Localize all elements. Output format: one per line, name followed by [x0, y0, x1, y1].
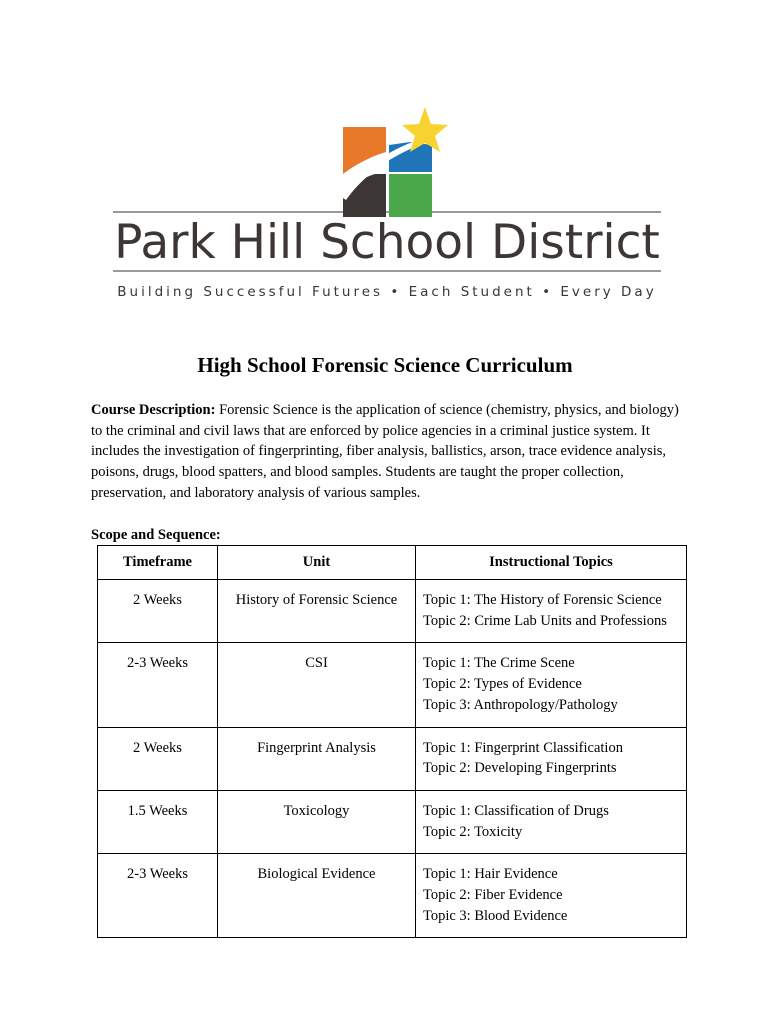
scope-table — [97, 545, 687, 938]
topics-cell — [416, 580, 687, 643]
topic-item: Topic 1: Classification of Drugs — [423, 802, 609, 819]
district-name: Park Hill School District — [114, 215, 660, 270]
timeframe-cell: 2 Weeks — [98, 580, 218, 643]
topic-item: Topic 3: Anthropology/Pathology — [423, 696, 618, 713]
table-row — [98, 854, 687, 938]
topic-item: Topic 2: Types of Evidence — [423, 676, 582, 693]
topic-item: Topic 2: Fiber Evidence — [423, 887, 563, 904]
header-timeframe: Timeframe — [98, 546, 218, 580]
topic-item: Topic 1: Hair Evidence — [423, 866, 558, 883]
topics-cell — [416, 727, 687, 790]
timeframe-cell: 1.5 Weeks — [98, 790, 218, 853]
topic-item: Topic 1: The Crime Scene — [423, 655, 575, 672]
table-row — [98, 580, 687, 643]
district-tagline: Building Successful Futures • Each Student • Every Day — [117, 284, 657, 300]
topic-item: Topic 1: Fingerprint Classification — [423, 739, 623, 756]
timeframe-cell: 2-3 Weeks — [98, 854, 218, 938]
unit-cell: Fingerprint Analysis — [218, 727, 416, 790]
star-and-color-squares-logo-icon — [0, 0, 770, 320]
header-topics: Instructional Topics — [416, 546, 687, 580]
topic-item: Topic 2: Developing Fingerprints — [423, 760, 617, 777]
scope-heading: Scope and Sequence: — [91, 527, 221, 543]
course-description-text: Forensic Science is the application of science (chemistry, physics, and biology) to the criminal and civil laws that are enforced by police agencies in a criminal justice system. It includes the investigation of fingerprinting, fiber analysis, ballistics, arson, trace evidence analysis, poisons, drugs, blood spatters, and blood samples. Students are taught the proper collection, preservation, and laboratory analysis of various samples. — [91, 402, 679, 501]
unit-cell: Biological Evidence — [218, 854, 416, 938]
topic-item: Topic 3: Blood Evidence — [423, 907, 568, 924]
timeframe-cell: 2-3 Weeks — [98, 643, 218, 727]
district-logo — [0, 0, 770, 320]
topics-cell — [416, 854, 687, 938]
topics-cell — [416, 643, 687, 727]
table-row — [98, 727, 687, 790]
page-title: High School Forensic Science Curriculum — [197, 353, 573, 377]
topics-cell — [416, 790, 687, 853]
unit-cell: Toxicology — [218, 790, 416, 853]
topic-item: Topic 2: Crime Lab Units and Professions — [423, 612, 667, 629]
header-unit: Unit — [218, 546, 416, 580]
unit-cell: CSI — [218, 643, 416, 727]
table-row — [98, 790, 687, 853]
table-row — [98, 643, 687, 727]
unit-cell: History of Forensic Science — [218, 580, 416, 643]
table-header-row — [98, 546, 687, 580]
course-description — [91, 400, 681, 504]
topic-item: Topic 1: The History of Forensic Science — [423, 592, 662, 608]
course-description-label: Course Description: — [91, 402, 216, 418]
timeframe-cell: 2 Weeks — [98, 727, 218, 790]
topic-item: Topic 2: Toxicity — [423, 823, 523, 840]
